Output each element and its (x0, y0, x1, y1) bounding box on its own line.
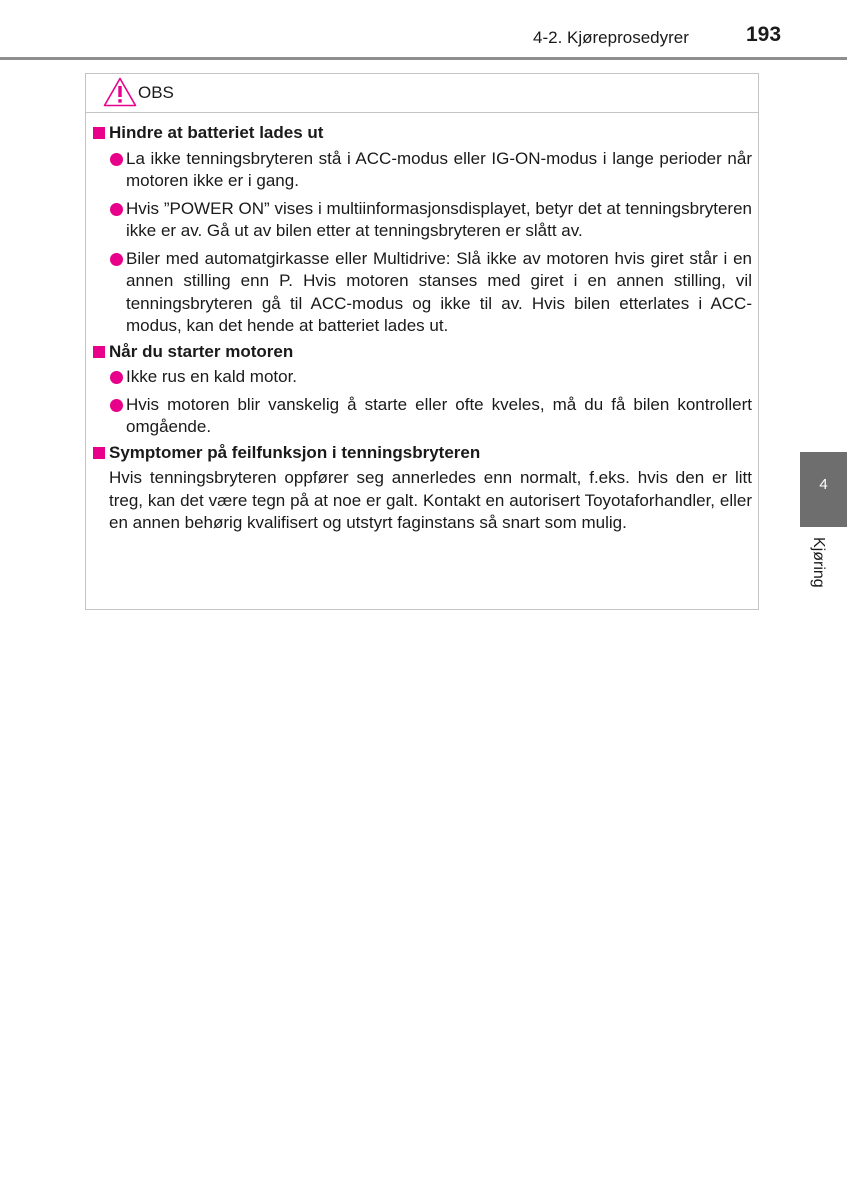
chapter-tab (800, 452, 847, 527)
circle-bullet-icon (110, 153, 123, 166)
section-title (92, 341, 752, 364)
header-rule (0, 57, 847, 60)
running-header-section: 4-2. Kjøreprosedyrer (533, 28, 689, 47)
circle-bullet-icon (110, 253, 123, 266)
section-title (92, 122, 752, 145)
section-title (92, 442, 752, 465)
list-item (92, 366, 752, 389)
section-title-text: Når du starter motoren (109, 341, 294, 361)
square-bullet-icon (93, 447, 105, 459)
list-item-text: La ikke tenningsbryteren stå i ACC-modus eller IG-ON-modus i lange perioder når motoren ikke er i gang. (126, 148, 752, 190)
warning-header (86, 74, 758, 113)
section-paragraph: Hvis tenningsbryteren oppfører seg annerledes enn normalt, f.eks. hvis den er litt treg, kan det være tegn på at noe er galt. Kontakt en autorisert Toyotaforhandler, eller en annen behørig kvalifisert og utstyrt faginstans så snart som mulig. (109, 468, 752, 532)
list-item (92, 394, 752, 439)
chapter-number: 4 (819, 476, 828, 493)
warning-box (85, 73, 759, 610)
list-item (92, 148, 752, 193)
square-bullet-icon (93, 127, 105, 139)
section-title-text: Hindre at batteriet lades ut (109, 123, 324, 142)
page-number: 193 (746, 23, 782, 46)
warning-triangle-icon (103, 77, 137, 107)
warning-label: OBS (138, 83, 174, 102)
circle-bullet-icon (110, 371, 123, 384)
list-item (92, 198, 752, 243)
section-title-text: Symptomer på feilfunksjon i tenningsbryteren (109, 442, 481, 462)
warning-body (92, 122, 752, 535)
list-item (92, 248, 752, 338)
list-item-text: Biler med automatgirkasse eller Multidrive: Slå ikke av motoren hvis giret står i en annen stilling enn P. Hvis motoren stanses med giret i en annen stilling, vil tenningsbryteren gå til ACC-modus og ikke til av. Hvis bilen etterlates i ACC-modus, kan det hende at batteriet lades ut. (126, 248, 752, 335)
list-item-text: Hvis ”POWER ON” vises i multiinformasjonsdisplayet, betyr det at tenningsbryteren ikke er av. Gå ut av bilen etter at tenningsbryteren er slått av. (126, 198, 752, 240)
circle-bullet-icon (110, 399, 123, 412)
list-item-text: Ikke rus en kald motor. (126, 367, 298, 386)
chapter-label: Kjøring (810, 537, 827, 588)
square-bullet-icon (93, 346, 105, 358)
list-item-text: Hvis motoren blir vanskelig å starte eller ofte kveles, må du få bilen kontrollert omgående. (126, 394, 752, 436)
circle-bullet-icon (110, 203, 123, 216)
